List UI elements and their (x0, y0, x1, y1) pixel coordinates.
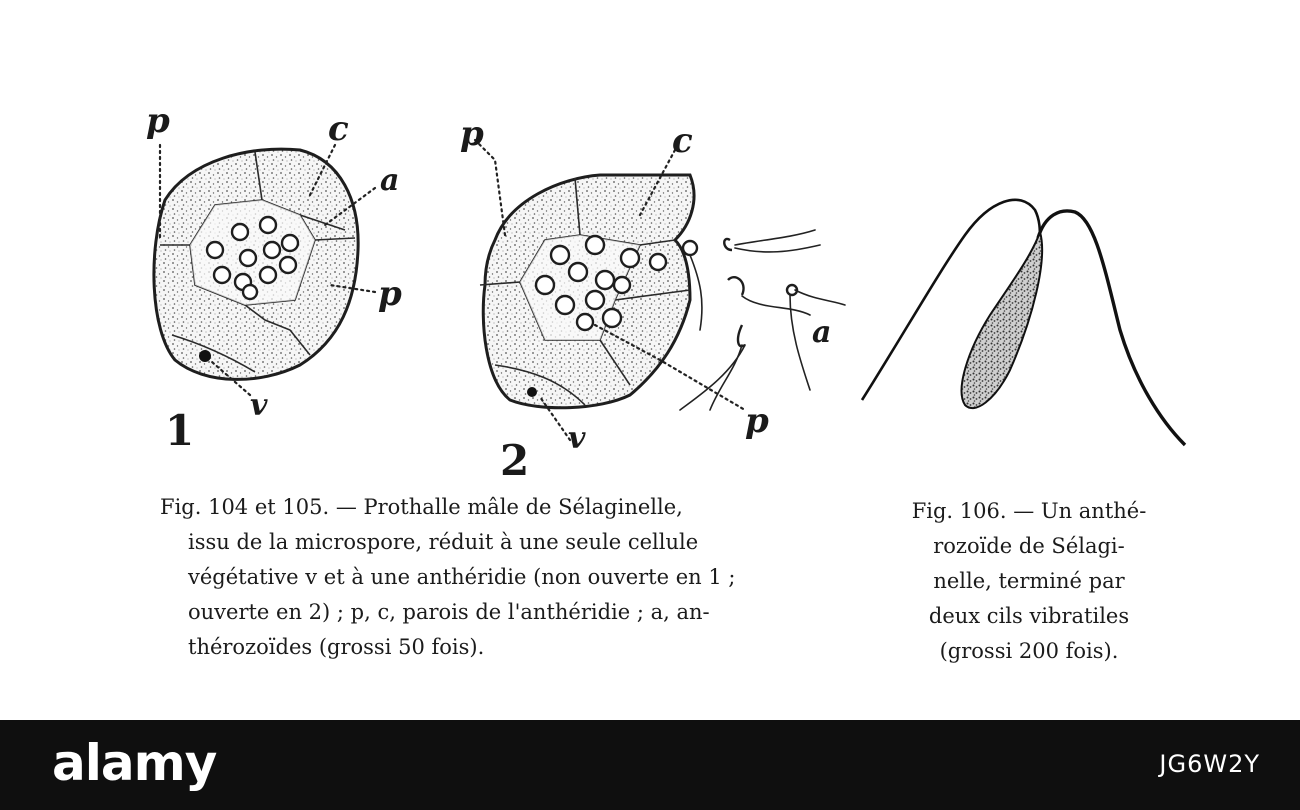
fig1-label-v: v (250, 388, 268, 423)
caption-left-line-2: issu de la microspore, réduit à une seule cellule (188, 530, 699, 554)
fig1-label-p-right: p (378, 274, 402, 314)
figure-3-antherozoid (862, 200, 1185, 445)
caption-left-line-4: ouverte en 2) ; p, c, parois de l'anthéridie ; a, an- (188, 600, 710, 624)
fig1-number: 1 (165, 406, 195, 455)
caption-right-line-2: rozoïde de Sélagi- (933, 534, 1125, 558)
caption-left-line-1: Fig. 104 et 105. — Prothalle mâle de Sélaginelle, (160, 495, 683, 519)
image-id: JG6W2Y (1159, 750, 1260, 778)
alamy-logo: alamy (52, 734, 217, 792)
fig2-number: 2 (500, 436, 530, 485)
caption-left-line-3: végétative v et à une anthéridie (non ouverte en 1 ; (188, 565, 736, 589)
figure-1-prothallus (146, 101, 402, 455)
caption-left-line-5: thérozoïdes (grossi 50 fois). (188, 635, 485, 659)
caption-right-line-3: nelle, terminé par (933, 569, 1125, 593)
fig2-label-v: v (568, 421, 586, 456)
caption-fig-106 (884, 494, 1174, 669)
fig2-label-a: a (812, 315, 832, 350)
caption-right-line-5: (grossi 200 fois). (939, 639, 1119, 663)
stock-watermark-bar (0, 720, 1300, 810)
figure-2-prothallus (460, 114, 845, 485)
caption-fig-104-105 (160, 490, 860, 665)
fig2-label-c: c (672, 121, 693, 161)
fig1-label-p-top: p (146, 101, 170, 141)
caption-right-line-4: deux cils vibratiles (928, 604, 1130, 628)
fig2-label-p-top: p (460, 114, 484, 154)
fig2-vegetative-nucleus (527, 387, 537, 397)
antherozoid-body (962, 232, 1043, 408)
caption-right-line-1: Fig. 106. — Un anthé- (911, 499, 1147, 523)
fig1-label-c: c (328, 109, 349, 149)
fig1-label-a: a (380, 163, 400, 198)
fig2-label-p-bottom: p (745, 401, 769, 441)
fig1-vegetative-nucleus (199, 350, 211, 362)
